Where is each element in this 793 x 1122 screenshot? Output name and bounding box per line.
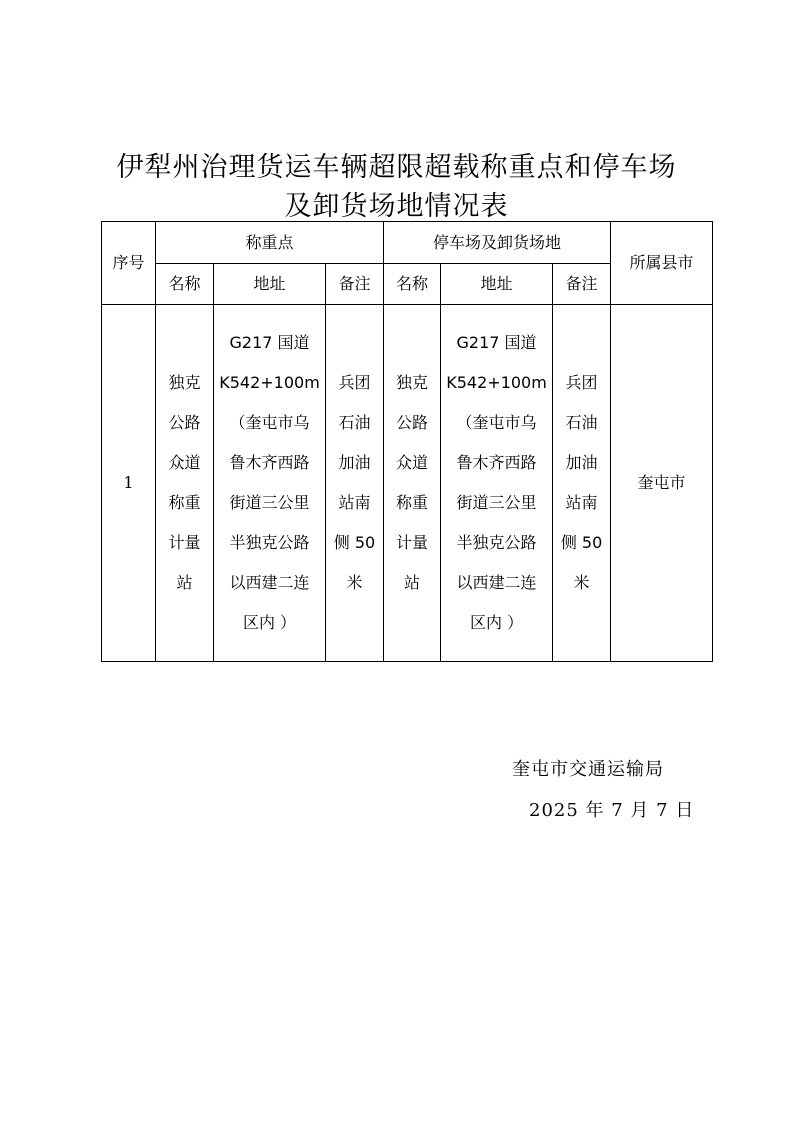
cell-line: 公路 <box>396 413 429 432</box>
weigh-name-text <box>168 363 200 603</box>
cell-line: 兵团 <box>338 373 371 392</box>
cell-line: 公路 <box>168 413 201 432</box>
cell-line: 侧 50 <box>560 533 603 552</box>
cell-line: 半独克公路 <box>229 533 310 552</box>
cell-line: 以西建二连 <box>456 573 537 592</box>
cell-line: 计量 <box>396 533 429 552</box>
header-park-name: 名称 <box>384 264 441 305</box>
cell-line: 侧 50 <box>333 533 376 552</box>
cell-line: 站南 <box>565 493 598 512</box>
cell-weigh-remark <box>326 305 384 662</box>
cell-line: （奎屯市乌 <box>456 413 537 432</box>
cell-line: 半独克公路 <box>456 533 537 552</box>
cell-weigh-name <box>156 305 214 662</box>
cell-line: 称重 <box>168 493 201 512</box>
cell-line: K542+100m <box>219 373 320 392</box>
header-parking-unloading: 停车场及卸货场地 <box>384 222 611 264</box>
cell-line: 米 <box>573 573 590 592</box>
cell-park-address <box>441 305 553 662</box>
table-row <box>102 305 713 662</box>
cell-line: 兵团 <box>565 373 598 392</box>
cell-line: 站 <box>404 573 421 592</box>
cell-line: （奎屯市乌 <box>229 413 310 432</box>
cell-line: 鲁木齐西路 <box>456 453 537 472</box>
park-name-text <box>396 363 428 603</box>
cell-line: 加油 <box>565 453 598 472</box>
cell-line: 街道三公里 <box>456 493 537 512</box>
cell-line: 鲁木齐西路 <box>229 453 310 472</box>
weigh-remark-text <box>334 363 375 603</box>
situation-table <box>101 221 713 662</box>
cell-line: 众道 <box>396 453 429 472</box>
cell-line: 众道 <box>168 453 201 472</box>
header-park-remark: 备注 <box>553 264 611 305</box>
cell-line: 米 <box>346 573 363 592</box>
cell-line: G217 国道 <box>456 333 537 352</box>
header-weigh-remark: 备注 <box>326 264 384 305</box>
cell-line: 石油 <box>338 413 371 432</box>
cell-line: 街道三公里 <box>229 493 310 512</box>
cell-line: 计量 <box>168 533 201 552</box>
cell-line: 站南 <box>338 493 371 512</box>
header-seq: 序号 <box>102 222 156 305</box>
weigh-address-text <box>219 323 320 643</box>
header-park-address: 地址 <box>441 264 553 305</box>
header-weigh-name: 名称 <box>156 264 214 305</box>
cell-line: 以西建二连 <box>229 573 310 592</box>
cell-line: 站 <box>176 573 193 592</box>
cell-line: 加油 <box>338 453 371 472</box>
cell-line: 区内 ） <box>242 613 297 632</box>
issuing-authority: 奎屯市交通运输局 <box>512 759 664 780</box>
cell-park-remark <box>553 305 611 662</box>
document-title-line2: 及卸货场地情况表 <box>284 191 509 222</box>
cell-line: 区内 ） <box>469 613 524 632</box>
cell-line: 独克 <box>396 373 429 392</box>
header-weigh-address: 地址 <box>214 264 326 305</box>
cell-county: 奎屯市 <box>611 305 713 662</box>
header-weigh-point: 称重点 <box>156 222 384 264</box>
park-address-text <box>446 323 547 643</box>
cell-weigh-address <box>214 305 326 662</box>
cell-line: G217 国道 <box>229 333 310 352</box>
park-remark-text <box>561 363 602 603</box>
cell-line: 石油 <box>565 413 598 432</box>
cell-line: 独克 <box>168 373 201 392</box>
header-county: 所属县市 <box>611 222 713 305</box>
document-title-line1: 伊犁州治理货运车辆超限超载称重点和停车场 <box>116 152 677 183</box>
cell-line: K542+100m <box>446 373 547 392</box>
issue-date: 2025 年 7 月 7 日 <box>529 800 695 821</box>
cell-seq: 1 <box>102 305 156 662</box>
cell-line: 称重 <box>396 493 429 512</box>
cell-park-name <box>384 305 441 662</box>
